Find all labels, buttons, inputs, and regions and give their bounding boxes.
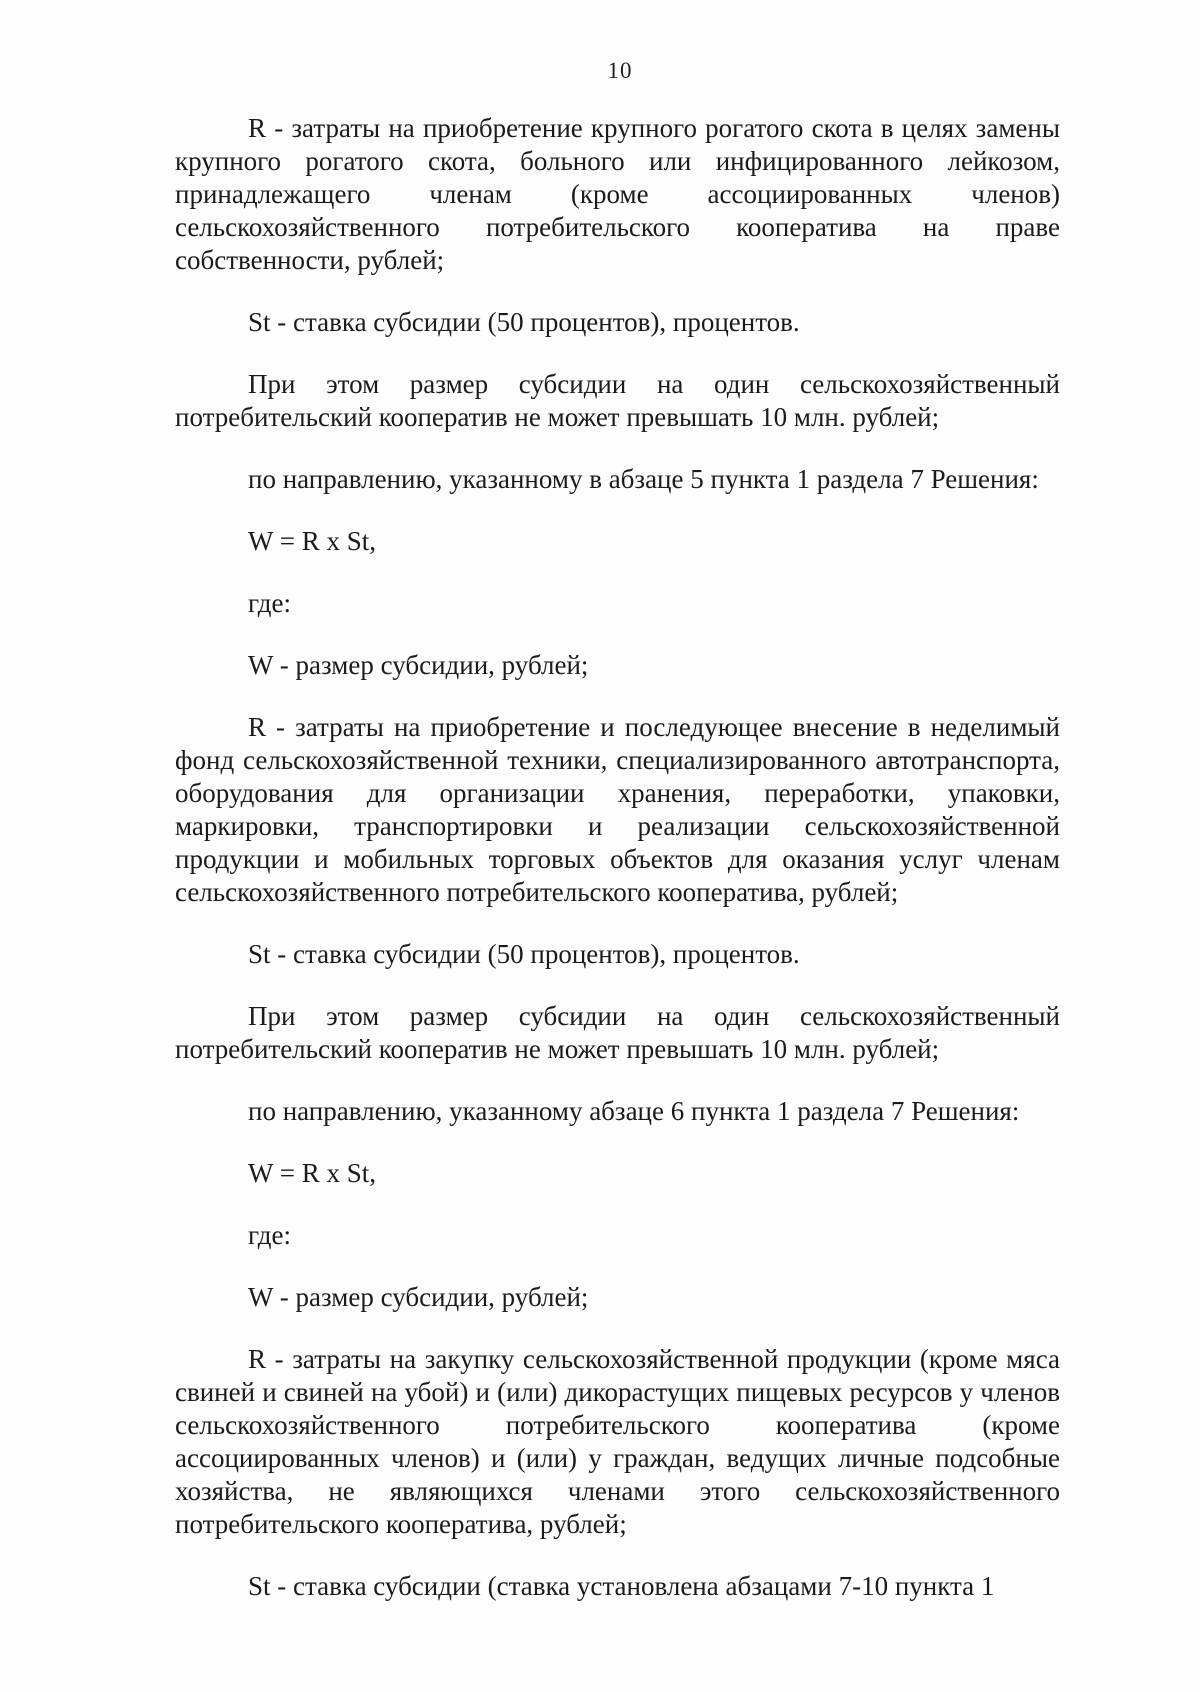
paragraph-w-definition: W - размер субсидии, рублей;: [248, 650, 589, 680]
paragraph-max-subsidy: При этом размер субсидии на один сельскохозяйственный потребительский кооператив не может превышать 10 млн. рублей;: [175, 1001, 1060, 1064]
paragraph-st-rate-continued: St - ставка субсидии (ставка установлена абзацами 7-10 пункта 1: [248, 1571, 995, 1601]
paragraph-r-cattle-costs: R - затраты на приобретение крупного рогатого скота в целях замены крупного рогатого скота, больного или инфицированного лейкозом, принадлежащего членам (кроме ассоциированных членов) сельскохозяйственного потребительского кооператива на праве собственности, рублей;: [175, 113, 1060, 275]
paragraph-w-definition: W - размер субсидии, рублей;: [248, 1282, 589, 1312]
formula: W = R x St,: [248, 526, 376, 556]
paragraph-direction-5: по направлению, указанному в абзаце 5 пункта 1 раздела 7 Решения:: [248, 464, 1039, 494]
paragraph-where: где:: [248, 588, 291, 618]
paragraph-st-rate: St - ставка субсидии (50 процентов), процентов.: [248, 939, 800, 969]
paragraph-r-equipment-costs: R - затраты на приобретение и последующее внесение в неделимый фонд сельскохозяйственной техники, специализированного автотранспорта, оборудования для организации хранения, переработки, упаковки, маркировки, транспортировки и реализации сельскохозяйственной продукции и мобильных торговых объектов для оказания услуг членам сельскохозяйственного потребительского кооператива, рублей;: [175, 712, 1060, 907]
paragraph-where: где:: [248, 1220, 291, 1250]
paragraph-direction-6: по направлению, указанному абзаце 6 пункта 1 раздела 7 Решения:: [248, 1096, 1020, 1126]
document-body: [175, 112, 1060, 1603]
paragraph-r-procurement-costs: R - затраты на закупку сельскохозяйственной продукции (кроме мяса свиней и свиней на убой) и (или) дикорастущих пищевых ресурсов у членов сельскохозяйственного потребительского кооператива (кроме ассоциированных членов) и (или) у граждан, ведущих личные подсобные хозяйства, не являющихся членами этого сельскохозяйственного потребительского кооператива, рублей;: [175, 1344, 1060, 1539]
paragraph-max-subsidy: При этом размер субсидии на один сельскохозяйственный потребительский кооператив не может превышать 10 млн. рублей;: [175, 369, 1060, 432]
formula: W = R x St,: [248, 1158, 376, 1188]
page-number: 10: [607, 58, 633, 83]
paragraph-st-rate: St - ставка субсидии (50 процентов), процентов.: [248, 307, 800, 337]
